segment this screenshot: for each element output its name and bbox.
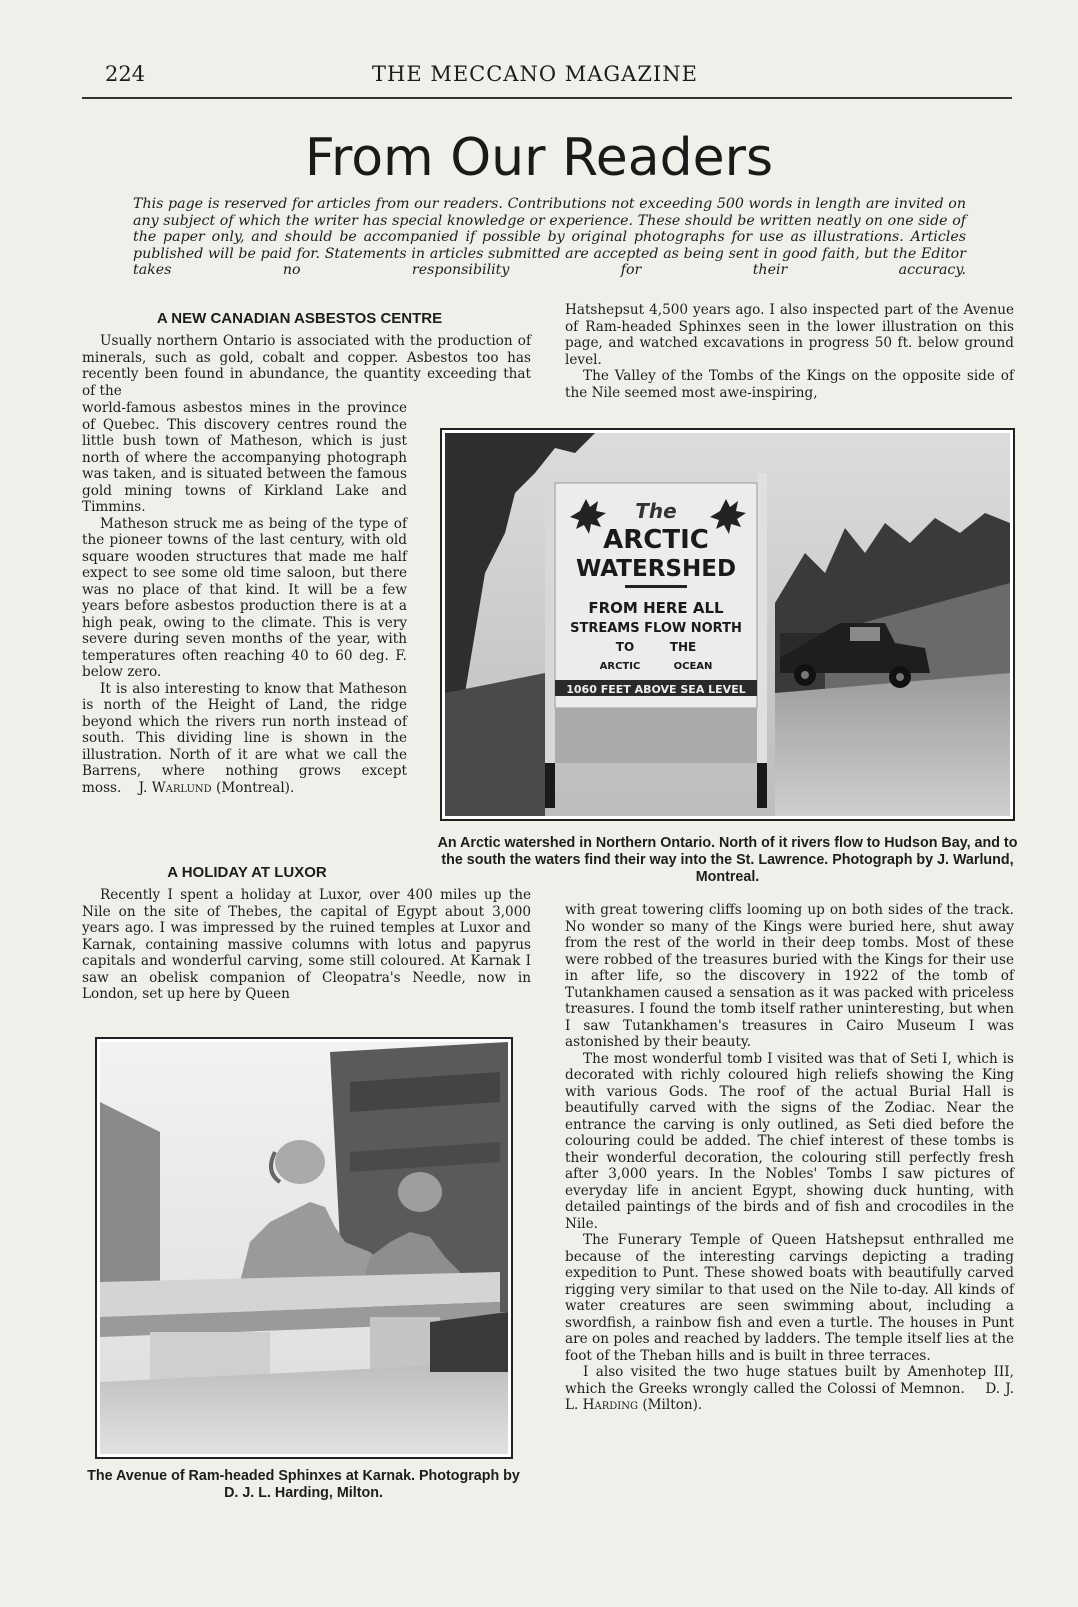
- arctic-watershed-image: [445, 433, 1010, 816]
- paragraph: world-famous asbestos mines in the province of Quebec. This discovery centres round the little bush town of Matheson, which is just north of where the accompanying photograph was taken, and is situated between the famous gold mining towns of Kirkland Lake and Timmins.: [82, 400, 407, 515]
- author-location: (Milton).: [642, 1397, 703, 1413]
- caption-ram-sphinxes: The Avenue of Ram-headed Sphinxes at Karnak. Photograph by D. J. L. Harding, Milton.: [87, 1468, 520, 1501]
- sign-line-1: The: [635, 499, 677, 523]
- sign-line-3: WATERSHED: [575, 556, 737, 582]
- sign-line-8: 1060 FEET ABOVE SEA LEVEL: [566, 683, 746, 696]
- paragraph-text: It is also interesting to know that Matheson is north of the Height of Land, the ridge beyond which the rivers run north instead of south. This dividing line is shown in the illustration. North of it are what we call the Barrens, where nothing grows except moss.: [82, 680, 407, 796]
- article-asbestos-body: [82, 400, 407, 796]
- photo-arctic-watershed: [440, 428, 1015, 821]
- author-signature: D. J. L. Harding: [565, 1380, 1014, 1413]
- sign-line-6b: THE: [669, 640, 697, 654]
- ram-sphinxes-image: [100, 1042, 508, 1454]
- author-location: (Montreal).: [216, 779, 295, 796]
- page-title: From Our Readers: [304, 128, 774, 188]
- photo-ram-sphinxes: [95, 1037, 513, 1459]
- paragraph: Usually northern Ontario is associated with the production of minerals, such as gold, cobalt and copper. Asbestos too has recently been found in abundance, the quantity exceeding that of the: [82, 333, 531, 399]
- article-heading-asbestos: A NEW CANADIAN ASBESTOS CENTRE: [156, 310, 443, 327]
- intro-paragraph: This page is reserved for articles from our readers. Contributions not exceeding 500 words in length are invited on any subject of which the writer has special knowledge or experience. These should be written neatly on one side of the paper only, and should be accompanied if possible by original photographs for use as illustrations. Articles published will be paid for. Statements in articles submitted are accepted as being sent in good faith, but the Editor takes no responsibility for their accuracy.: [133, 196, 966, 278]
- paragraph: [565, 1364, 1014, 1414]
- paragraph: The Valley of the Tombs of the Kings on the opposite side of the Nile seemed most awe-inspiring,: [565, 368, 1014, 401]
- sign-line-7b: OCEAN: [673, 661, 713, 672]
- article-heading-luxor: A HOLIDAY AT LUXOR: [167, 864, 327, 881]
- article-asbestos-intro: [82, 333, 531, 399]
- header-rule: [82, 97, 1012, 99]
- running-title: THE MECCANO MAGAZINE: [372, 62, 698, 86]
- paragraph: Hatshepsut 4,500 years ago. I also inspected part of the Avenue of Ram-headed Sphinxes seen in the lower illustration on this page, and watched excavations in progress 50 ft. below ground level.: [565, 302, 1014, 368]
- article-luxor-continued: [565, 902, 1014, 1414]
- paragraph: Matheson struck me as being of the type of the pioneer towns of the last century, with old square wooden structures that made me half expect to see some old time saloon, but there was no place of that kind. It will be a few years before asbestos production there is at a high peak, owing to the climate. This is very severe during seven months of the year, with temperatures often reaching 40 to 60 deg. F. below zero.: [82, 515, 407, 680]
- article-luxor-opening: [82, 887, 531, 1003]
- sign-line-6a: TO: [615, 640, 635, 654]
- sign-line-7a: ARCTIC: [599, 661, 641, 672]
- article-luxor-continued-top: [565, 302, 1014, 401]
- author-signature: J. Warlund: [138, 779, 212, 796]
- paragraph: The Funerary Temple of Queen Hatshepsut enthralled me because of the interesting carvings depicting a trading expedition to Punt. These showed boats with beautifully carved rigging very similar to that used on the Nile to-day. All kinds of water creatures are seen swimming about, including a swordfish, a rainbow fish and even a turtle. The houses in Punt are on poles and reached by ladders. The temple itself lies at the foot of the Theban hills and is built in three terraces.: [565, 1232, 1014, 1364]
- paragraph: with great towering cliffs looming up on both sides of the track. No wonder so many of the Kings were buried here, shut away from the rest of the world in their deep tombs. Most of these were robbed of the treasures buried with the Kings for their use in after life, so the discovery in 1922 of the tomb of Tutankhamen caused a sensation as it was packed with priceless treasures. I found the tomb itself rather uninteresting, but when I saw Tutankhamen's treasures in Cairo Museum I was astonished by their beauty.: [565, 902, 1014, 1050]
- page-number: 224: [105, 62, 146, 86]
- paragraph-text: I also visited the two huge statues built by Amenhotep III, which the Greeks wrongly called the Colossi of Memnon.: [565, 1364, 1014, 1397]
- sign-line-2: ARCTIC: [603, 525, 709, 555]
- paragraph: [82, 681, 407, 797]
- paragraph: Recently I spent a holiday at Luxor, over 400 miles up the Nile on the site of Thebes, the capital of Egypt about 3,000 years ago. I was impressed by the ruined temples at Luxor and Karnak, containing massive columns with lotus and papyrus capitals and wonderful carving, some still coloured. At Karnak I saw an obelisk companion of Cleopatra's Needle, now in London, set up here by Queen: [82, 887, 531, 1002]
- sign-line-5: STREAMS FLOW NORTH: [570, 621, 742, 636]
- sign-line-4: FROM HERE ALL: [588, 599, 724, 617]
- paragraph: The most wonderful tomb I visited was that of Seti I, which is decorated with richly coloured high reliefs showing the King with various Gods. The roof of the actual Burial Hall is beautifully carved with the signs of the Zodiac. Near the entrance the carving is only outlined, as Seti died before the colouring could be added. The chief interest of these tombs is their wonderful decoration, the colouring still perfectly fresh after 3,000 years. In the Nobles' Tombs I saw pictures of everyday life in ancient Egypt, showing duck hunting, with detailed paintings of the birds and of fish and crocodiles in the Nile.: [565, 1050, 1014, 1232]
- caption-arctic-watershed: An Arctic watershed in Northern Ontario. North of it rivers flow to Hudson Bay, and to the south the waters find their way into the St. Lawrence. Photograph by J. Warlund, Montreal.: [437, 835, 1018, 885]
